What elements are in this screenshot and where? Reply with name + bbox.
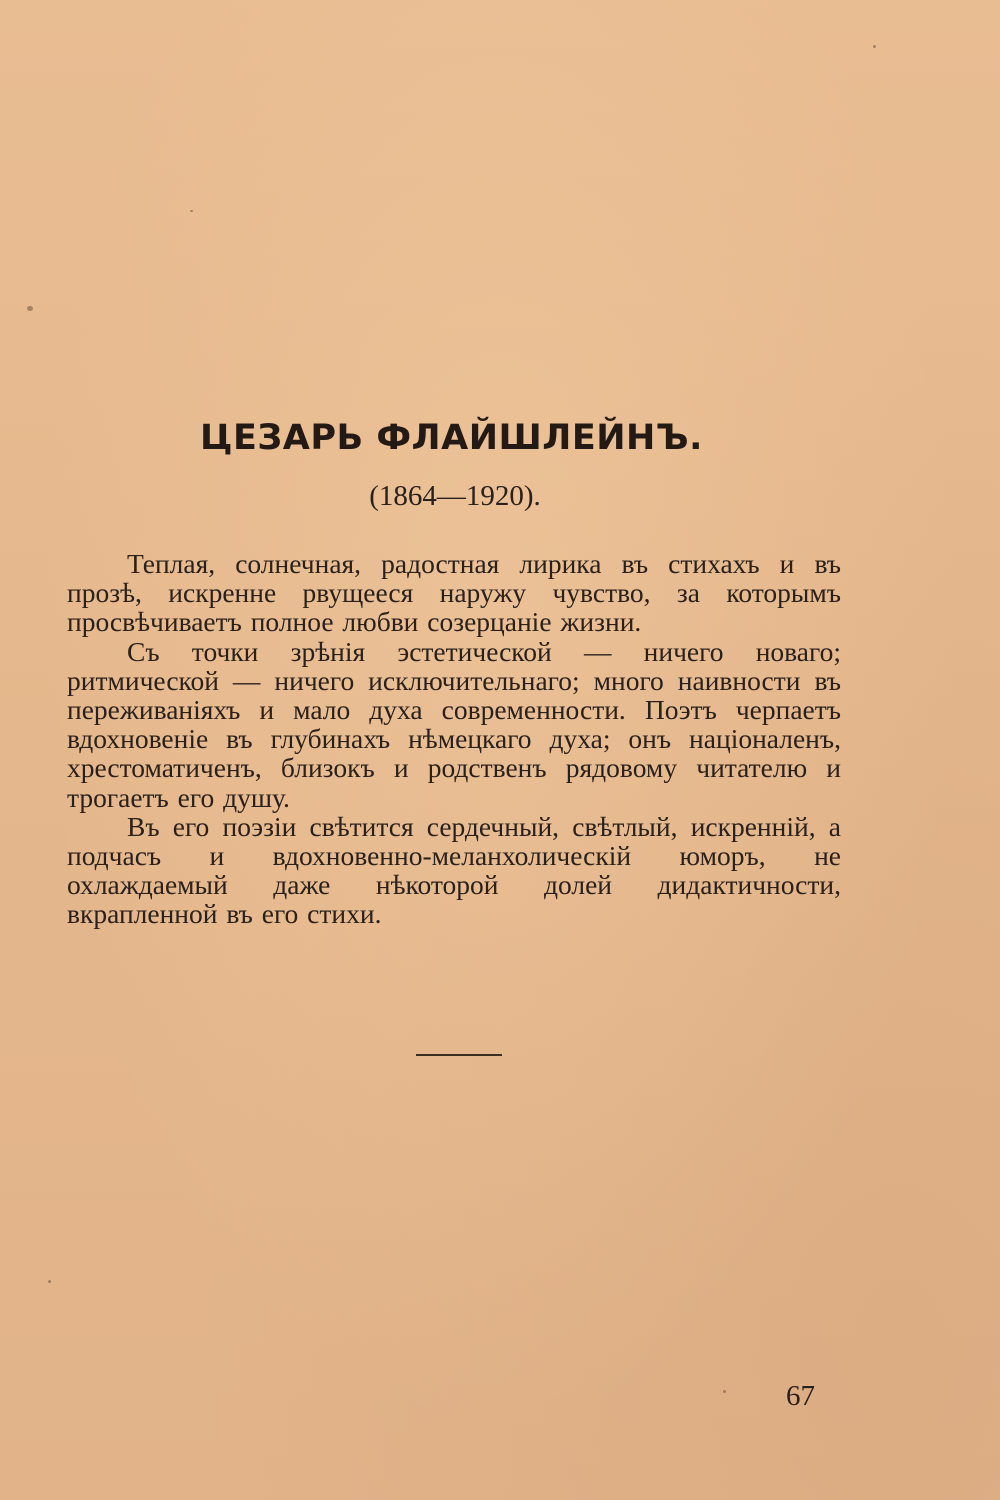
section-divider (416, 1054, 502, 1056)
paper-speck (190, 210, 193, 212)
page-number: 67 (786, 1380, 815, 1412)
page-title: ЦЕЗАРЬ ФЛАЙШЛЕЙНЪ. (200, 418, 703, 458)
life-years: (1864—1920). (369, 480, 541, 512)
body-text (67, 549, 841, 929)
paper-speck (723, 1390, 726, 1393)
paragraph: Съ точки зрѣнія эстетической — ничего новаго; ритмической — ничего исключительнаго; много наивности въ переживаніяхъ и мало духа современности. Поэтъ черпаетъ вдохновеніе въ глубинахъ нѣмецкаго духа; онъ націоналенъ, хрестоматиченъ, близокъ и родственъ рядовому читателю и трогаетъ его душу. (67, 635, 841, 813)
paper-speck (48, 1280, 51, 1283)
paragraph: Въ его поэзіи свѣтится сердечный, свѣтлый, искренній, а подчасъ и вдохновенно-меланхолическій юморъ, не охлаждаемый даже нѣкоторой долей дидактичности, вкрапленной въ его стихи. (67, 810, 841, 930)
paper-speck (27, 306, 33, 311)
paragraph: Теплая, солнечная, радостная лирика въ стихахъ и въ прозѣ, искренне рвущееся наружу чувство, за которымъ просвѣчиваетъ полное любви созерцаніе жизни. (67, 548, 841, 638)
paper-speck (873, 45, 876, 48)
